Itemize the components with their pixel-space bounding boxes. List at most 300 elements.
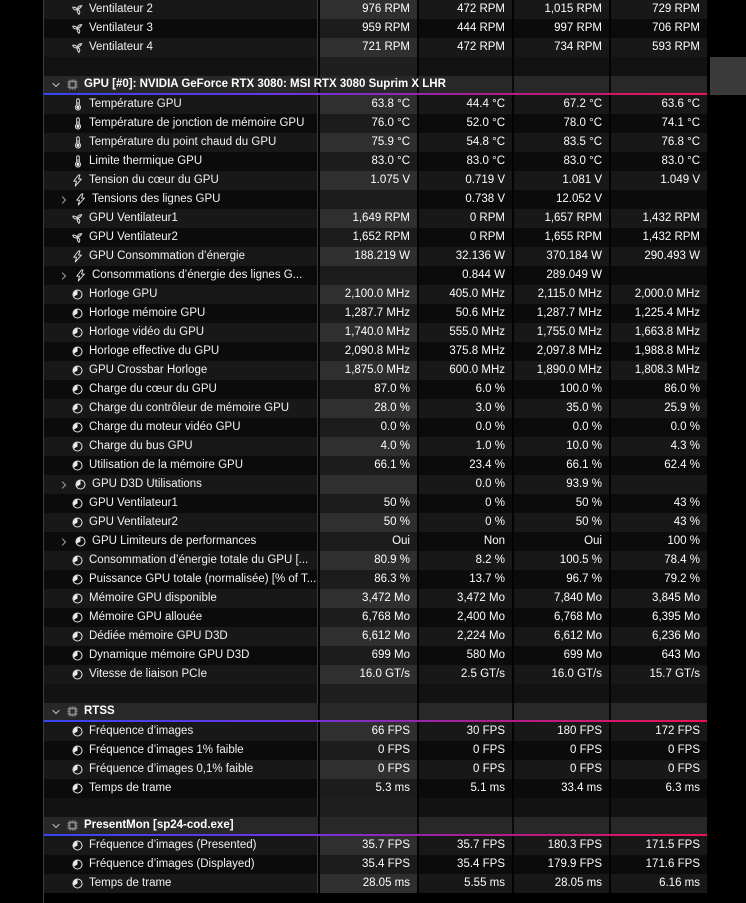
value-text: 6.0 % bbox=[475, 383, 505, 395]
sensor-value bbox=[512, 779, 609, 798]
sensor-value bbox=[512, 399, 609, 418]
sensor-row[interactable] bbox=[44, 323, 707, 342]
sensor-current-value bbox=[318, 722, 417, 741]
sensor-row[interactable] bbox=[44, 779, 707, 798]
sensor-label-cell bbox=[44, 190, 318, 209]
value-text: 0 % bbox=[485, 516, 505, 528]
value-text: 54.8 °C bbox=[466, 136, 505, 148]
sensor-label: Temps de trame bbox=[89, 782, 172, 794]
sensor-value bbox=[417, 608, 512, 627]
section-header-cell bbox=[609, 76, 707, 93]
sensor-value bbox=[417, 304, 512, 323]
sensor-value bbox=[609, 19, 707, 38]
sensor-label-cell bbox=[44, 323, 318, 342]
clock-icon bbox=[70, 421, 84, 435]
sensor-label: Température de jonction de mémoire GPU bbox=[89, 117, 305, 129]
clock-icon bbox=[70, 592, 84, 606]
sensor-value bbox=[512, 741, 609, 760]
value-text: 734 RPM bbox=[554, 41, 602, 53]
sensor-label-cell bbox=[44, 209, 318, 228]
value-text: 1,432 RPM bbox=[642, 231, 700, 243]
sensor-value bbox=[609, 779, 707, 798]
value-text: 100.5 % bbox=[559, 554, 602, 566]
sensor-label: Utilisation de la mémoire GPU bbox=[89, 459, 244, 471]
value-text: 4.3 % bbox=[670, 440, 700, 452]
sensor-value bbox=[417, 760, 512, 779]
value-text: 0 FPS bbox=[570, 744, 602, 756]
clock-icon bbox=[70, 516, 84, 530]
sensor-value bbox=[609, 399, 707, 418]
value-text: 370.184 W bbox=[546, 250, 602, 262]
sensor-row[interactable] bbox=[44, 38, 707, 57]
sensor-value bbox=[512, 589, 609, 608]
clock-icon bbox=[70, 744, 84, 758]
sensor-row[interactable] bbox=[44, 532, 707, 551]
value-text: 2,115.0 MHz bbox=[537, 288, 602, 300]
sensor-current-value bbox=[318, 437, 417, 456]
sensor-label-cell bbox=[44, 437, 318, 456]
value-text: 600.0 MHz bbox=[449, 364, 505, 376]
value-text: 16.0 GT/s bbox=[359, 668, 410, 680]
sensor-label-cell bbox=[44, 171, 318, 190]
value-text: 472 RPM bbox=[457, 3, 505, 15]
clock-icon bbox=[70, 345, 84, 359]
value-text: 7,840 Mo bbox=[554, 592, 602, 604]
value-text: 0 % bbox=[485, 497, 505, 509]
sensor-value bbox=[512, 760, 609, 779]
sensor-current-value bbox=[318, 494, 417, 513]
sensor-row[interactable] bbox=[44, 627, 707, 646]
value-text: 2,100.0 MHz bbox=[344, 288, 410, 300]
value-text: 0.0 % bbox=[380, 421, 410, 433]
sensor-row[interactable] bbox=[44, 418, 707, 437]
sensor-label: Charge du bus GPU bbox=[89, 440, 193, 452]
sensor-label: Température du point chaud du GPU bbox=[89, 136, 277, 148]
sensor-row[interactable] bbox=[44, 228, 707, 247]
gpu-chip-icon bbox=[65, 705, 79, 719]
sensor-value bbox=[512, 494, 609, 513]
value-text: 3,472 Mo bbox=[457, 592, 505, 604]
sensor-current-value bbox=[318, 418, 417, 437]
sensor-current-value bbox=[318, 38, 417, 57]
section-header-cell bbox=[512, 817, 609, 834]
sensor-value bbox=[609, 361, 707, 380]
sensor-value bbox=[609, 608, 707, 627]
sensor-row[interactable] bbox=[44, 589, 707, 608]
sensor-current-value bbox=[318, 247, 417, 266]
value-text: 0 FPS bbox=[570, 763, 602, 775]
value-text: 0.0 % bbox=[572, 421, 602, 433]
sensor-row[interactable] bbox=[44, 304, 707, 323]
sensor-value bbox=[512, 418, 609, 437]
sensor-label-cell bbox=[44, 418, 318, 437]
value-text: 444 RPM bbox=[457, 22, 505, 34]
sensor-current-value bbox=[318, 760, 417, 779]
sensor-value bbox=[512, 247, 609, 266]
section-header-row[interactable] bbox=[44, 817, 707, 834]
sensor-value bbox=[417, 779, 512, 798]
chevron-down-icon[interactable] bbox=[50, 820, 62, 832]
sensor-label-cell bbox=[44, 855, 318, 874]
sensor-label: Fréquence d’images (Displayed) bbox=[89, 858, 255, 870]
sensor-row[interactable] bbox=[44, 741, 707, 760]
clock-icon bbox=[70, 573, 84, 587]
sensor-value bbox=[417, 665, 512, 684]
sensor-value bbox=[609, 627, 707, 646]
value-text: 80.9 % bbox=[374, 554, 410, 566]
sensor-label-cell bbox=[44, 152, 318, 171]
sensor-value bbox=[609, 570, 707, 589]
spacer-cell bbox=[318, 57, 417, 76]
sensor-row[interactable] bbox=[44, 190, 707, 209]
value-text: 1,015 RPM bbox=[544, 3, 602, 15]
sensor-row[interactable] bbox=[44, 608, 707, 627]
sensor-value bbox=[512, 342, 609, 361]
clock-icon bbox=[70, 858, 84, 872]
sensor-row[interactable] bbox=[44, 570, 707, 589]
value-text: 83.0 °C bbox=[466, 155, 505, 167]
fan-icon bbox=[70, 22, 84, 36]
clock-icon bbox=[70, 440, 84, 454]
value-text: 6,612 Mo bbox=[554, 630, 602, 642]
sensor-label-cell bbox=[44, 0, 318, 19]
sensor-row[interactable] bbox=[44, 874, 707, 893]
sensor-row[interactable] bbox=[44, 760, 707, 779]
sensor-row[interactable] bbox=[44, 114, 707, 133]
section-header-label-cell bbox=[44, 817, 318, 834]
value-text: 1.0 % bbox=[475, 440, 505, 452]
sensor-row[interactable] bbox=[44, 0, 707, 19]
value-text: 0.719 V bbox=[465, 174, 505, 186]
value-text: 1.075 V bbox=[370, 174, 410, 186]
section-header-cell bbox=[318, 817, 417, 834]
sensor-row[interactable] bbox=[44, 456, 707, 475]
value-text: 43 % bbox=[673, 516, 700, 528]
sensor-value bbox=[417, 209, 512, 228]
value-text: 1,649 RPM bbox=[352, 212, 410, 224]
sensor-label-cell bbox=[44, 456, 318, 475]
value-text: 67.2 °C bbox=[563, 98, 602, 110]
value-text: 79.2 % bbox=[664, 573, 700, 585]
sensor-current-value bbox=[318, 171, 417, 190]
value-text: 6.3 ms bbox=[665, 782, 700, 794]
value-text: 6,768 Mo bbox=[362, 611, 410, 623]
sensor-label: Horloge effective du GPU bbox=[89, 345, 220, 357]
value-text: 180 FPS bbox=[557, 725, 602, 737]
sensor-value bbox=[417, 19, 512, 38]
fan-icon bbox=[70, 3, 84, 17]
value-text: 50 % bbox=[383, 516, 410, 528]
sensor-row[interactable] bbox=[44, 19, 707, 38]
sensor-label-cell bbox=[44, 646, 318, 665]
sensor-current-value bbox=[318, 190, 417, 209]
sensor-value bbox=[512, 304, 609, 323]
section-header-cell bbox=[512, 76, 609, 93]
value-text: 6.16 ms bbox=[659, 877, 700, 889]
sensor-label: Température GPU bbox=[89, 98, 182, 110]
value-text: 699 Mo bbox=[371, 649, 410, 661]
value-text: 35.7 FPS bbox=[362, 839, 410, 851]
sensor-label: Horloge vidéo du GPU bbox=[89, 326, 205, 338]
value-text: 35.4 FPS bbox=[362, 858, 410, 870]
sensor-current-value bbox=[318, 665, 417, 684]
spacer-cell bbox=[417, 57, 512, 76]
clock-icon bbox=[70, 383, 84, 397]
lightning-icon bbox=[73, 193, 87, 207]
sensor-value bbox=[417, 95, 512, 114]
value-text: 33.4 ms bbox=[561, 782, 602, 794]
sensor-label: Tensions des lignes GPU bbox=[92, 193, 221, 205]
sensor-label-cell bbox=[44, 532, 318, 551]
chevron-down-icon[interactable] bbox=[50, 706, 62, 718]
sensor-value bbox=[417, 342, 512, 361]
sensor-row[interactable] bbox=[44, 551, 707, 570]
section-header-cell bbox=[609, 817, 707, 834]
clock-icon bbox=[73, 535, 87, 549]
sensor-row[interactable] bbox=[44, 95, 707, 114]
sensor-row[interactable] bbox=[44, 399, 707, 418]
sensor-value bbox=[609, 741, 707, 760]
sensor-value bbox=[417, 532, 512, 551]
sensor-value bbox=[417, 152, 512, 171]
sensor-label: Horloge mémoire GPU bbox=[89, 307, 206, 319]
value-text: 0.738 V bbox=[465, 193, 505, 205]
clock-icon bbox=[70, 554, 84, 568]
chevron-right-icon[interactable] bbox=[58, 479, 70, 491]
sensor-value bbox=[609, 760, 707, 779]
sensor-value bbox=[609, 722, 707, 741]
sensor-value bbox=[512, 285, 609, 304]
sensor-row[interactable] bbox=[44, 133, 707, 152]
sensor-value bbox=[512, 513, 609, 532]
sensor-value bbox=[417, 456, 512, 475]
sensor-row[interactable] bbox=[44, 475, 707, 494]
sensor-current-value bbox=[318, 114, 417, 133]
sensor-row[interactable] bbox=[44, 836, 707, 855]
sensor-label: Horloge GPU bbox=[89, 288, 158, 300]
sensor-value bbox=[609, 475, 707, 494]
sensor-current-value bbox=[318, 342, 417, 361]
sensor-current-value bbox=[318, 0, 417, 19]
sensor-row[interactable] bbox=[44, 855, 707, 874]
value-text: 0.844 W bbox=[462, 269, 505, 281]
clock-icon bbox=[70, 782, 84, 796]
clock-icon bbox=[70, 307, 84, 321]
sensor-value bbox=[512, 627, 609, 646]
value-text: 74.1 °C bbox=[661, 117, 700, 129]
value-text: 959 RPM bbox=[362, 22, 410, 34]
sensor-label-cell bbox=[44, 133, 318, 152]
sensor-value bbox=[417, 247, 512, 266]
sensor-value bbox=[417, 836, 512, 855]
section-header-cell bbox=[609, 703, 707, 720]
sensor-current-value bbox=[318, 874, 417, 893]
sensor-value bbox=[609, 646, 707, 665]
sensor-value bbox=[417, 437, 512, 456]
clock-icon bbox=[73, 478, 87, 492]
sensor-value bbox=[417, 646, 512, 665]
sensor-value bbox=[512, 133, 609, 152]
value-text: 2.5 GT/s bbox=[460, 668, 505, 680]
spacer-cell bbox=[417, 798, 512, 817]
sensor-current-value bbox=[318, 361, 417, 380]
value-text: 96.7 % bbox=[566, 573, 602, 585]
value-text: 289.049 W bbox=[546, 269, 602, 281]
sensor-value bbox=[512, 551, 609, 570]
sensor-value bbox=[609, 190, 707, 209]
sensor-current-value bbox=[318, 741, 417, 760]
value-text: 43 % bbox=[673, 497, 700, 509]
sensor-value bbox=[417, 551, 512, 570]
sensor-value bbox=[609, 342, 707, 361]
sensor-row[interactable] bbox=[44, 247, 707, 266]
sensor-current-value bbox=[318, 532, 417, 551]
sensor-label: GPU Ventilateur2 bbox=[89, 231, 178, 243]
chevron-right-icon[interactable] bbox=[58, 536, 70, 548]
value-text: 643 Mo bbox=[661, 649, 700, 661]
sensor-value bbox=[512, 608, 609, 627]
sensor-row[interactable] bbox=[44, 209, 707, 228]
section-header-row[interactable] bbox=[44, 76, 707, 93]
chevron-right-icon[interactable] bbox=[58, 194, 70, 206]
value-text: 1,890.0 MHz bbox=[536, 364, 602, 376]
sensor-value bbox=[512, 532, 609, 551]
sensor-label-cell bbox=[44, 114, 318, 133]
value-text: 75.9 °C bbox=[371, 136, 410, 148]
sensor-row[interactable] bbox=[44, 513, 707, 532]
sensor-label: Ventilateur 3 bbox=[89, 22, 153, 34]
sensor-label-cell bbox=[44, 399, 318, 418]
sensor-value bbox=[417, 589, 512, 608]
value-text: 3,472 Mo bbox=[362, 592, 410, 604]
sensor-row[interactable] bbox=[44, 494, 707, 513]
value-text: 5.55 ms bbox=[464, 877, 505, 889]
value-text: 721 RPM bbox=[362, 41, 410, 53]
value-text: 555.0 MHz bbox=[449, 326, 505, 338]
sensor-row[interactable] bbox=[44, 266, 707, 285]
sensor-current-value bbox=[318, 836, 417, 855]
sensor-value bbox=[417, 627, 512, 646]
spacer-row bbox=[44, 57, 707, 76]
sensor-row[interactable] bbox=[44, 152, 707, 171]
section-header-cell bbox=[417, 703, 512, 720]
value-text: 12.052 V bbox=[555, 193, 602, 205]
sensor-row[interactable] bbox=[44, 646, 707, 665]
value-text: 63.8 °C bbox=[371, 98, 410, 110]
sensor-table bbox=[44, 0, 707, 893]
sensor-label-cell bbox=[44, 228, 318, 247]
value-text: 100.0 % bbox=[559, 383, 602, 395]
sensor-row[interactable] bbox=[44, 285, 707, 304]
sensor-value bbox=[417, 494, 512, 513]
clock-icon bbox=[70, 326, 84, 340]
sensor-label-cell bbox=[44, 589, 318, 608]
sensor-label-cell bbox=[44, 836, 318, 855]
sensor-row[interactable] bbox=[44, 361, 707, 380]
vertical-scrollbar-thumb[interactable] bbox=[710, 57, 746, 95]
spacer-cell bbox=[417, 684, 512, 703]
value-text: 50.6 MHz bbox=[455, 307, 505, 319]
clock-icon bbox=[70, 288, 84, 302]
sensor-label: Consommation d’énergie totale du GPU [... bbox=[89, 554, 309, 566]
sensor-label: GPU Limiteurs de performances bbox=[92, 535, 257, 547]
sensor-label-cell bbox=[44, 475, 318, 494]
sensor-label: Puissance GPU totale (normalisée) [% of T... bbox=[89, 573, 317, 585]
sensor-value bbox=[609, 494, 707, 513]
value-text: 44.4 °C bbox=[466, 98, 505, 110]
value-text: 30 FPS bbox=[466, 725, 505, 737]
sensor-value bbox=[417, 741, 512, 760]
section-header-label-cell bbox=[44, 76, 446, 93]
value-text: 1,225.4 MHz bbox=[634, 307, 700, 319]
section-header-cell bbox=[417, 817, 512, 834]
chevron-right-icon[interactable] bbox=[58, 270, 70, 282]
sensor-value bbox=[417, 361, 512, 380]
sensor-row[interactable] bbox=[44, 380, 707, 399]
sensor-label: Fréquence d’images (Presented) bbox=[89, 839, 257, 851]
clock-icon bbox=[70, 402, 84, 416]
sensor-row[interactable] bbox=[44, 437, 707, 456]
sensor-row[interactable] bbox=[44, 342, 707, 361]
sensor-value bbox=[512, 323, 609, 342]
sensor-value bbox=[512, 437, 609, 456]
clock-icon bbox=[70, 877, 84, 891]
value-text: 171.6 FPS bbox=[645, 858, 700, 870]
value-text: 76.8 °C bbox=[661, 136, 700, 148]
sensor-row[interactable] bbox=[44, 665, 707, 684]
lightning-icon bbox=[70, 174, 84, 188]
sensor-label: GPU Ventilateur2 bbox=[89, 516, 178, 528]
value-text: 0.0 % bbox=[670, 421, 700, 433]
section-header-row[interactable] bbox=[44, 703, 707, 720]
spacer-cell bbox=[609, 684, 707, 703]
clock-icon bbox=[70, 725, 84, 739]
value-text: 100 % bbox=[667, 535, 700, 547]
sensor-value bbox=[512, 722, 609, 741]
sensor-label-cell bbox=[44, 570, 318, 589]
value-text: 580 Mo bbox=[466, 649, 505, 661]
spacer-row bbox=[44, 798, 707, 817]
chevron-down-icon[interactable] bbox=[50, 79, 62, 91]
value-text: 35.4 FPS bbox=[457, 858, 505, 870]
sensor-label-cell bbox=[44, 361, 318, 380]
sensor-current-value bbox=[318, 95, 417, 114]
sensor-value bbox=[417, 323, 512, 342]
sensor-label-cell bbox=[44, 627, 318, 646]
sensor-current-value bbox=[318, 456, 417, 475]
sensor-label-cell bbox=[44, 38, 318, 57]
value-text: 0.0 % bbox=[475, 421, 505, 433]
section-header-cell bbox=[512, 703, 609, 720]
value-text: 1,652 RPM bbox=[352, 231, 410, 243]
sensor-label-cell bbox=[44, 19, 318, 38]
sensor-label: Dédiée mémoire GPU D3D bbox=[89, 630, 228, 642]
sensor-row[interactable] bbox=[44, 171, 707, 190]
value-text: 28.0 % bbox=[374, 402, 410, 414]
sensor-value bbox=[512, 665, 609, 684]
sensor-current-value bbox=[318, 380, 417, 399]
clock-icon bbox=[70, 364, 84, 378]
sensor-label-cell bbox=[44, 608, 318, 627]
value-text: 32.136 W bbox=[455, 250, 505, 262]
sensor-row[interactable] bbox=[44, 722, 707, 741]
value-text: 25.9 % bbox=[664, 402, 700, 414]
value-text: 62.4 % bbox=[664, 459, 700, 471]
sensor-value bbox=[512, 152, 609, 171]
sensor-label: GPU Ventilateur1 bbox=[89, 497, 178, 509]
value-text: 50 % bbox=[575, 516, 602, 528]
thermometer-icon bbox=[70, 136, 84, 150]
